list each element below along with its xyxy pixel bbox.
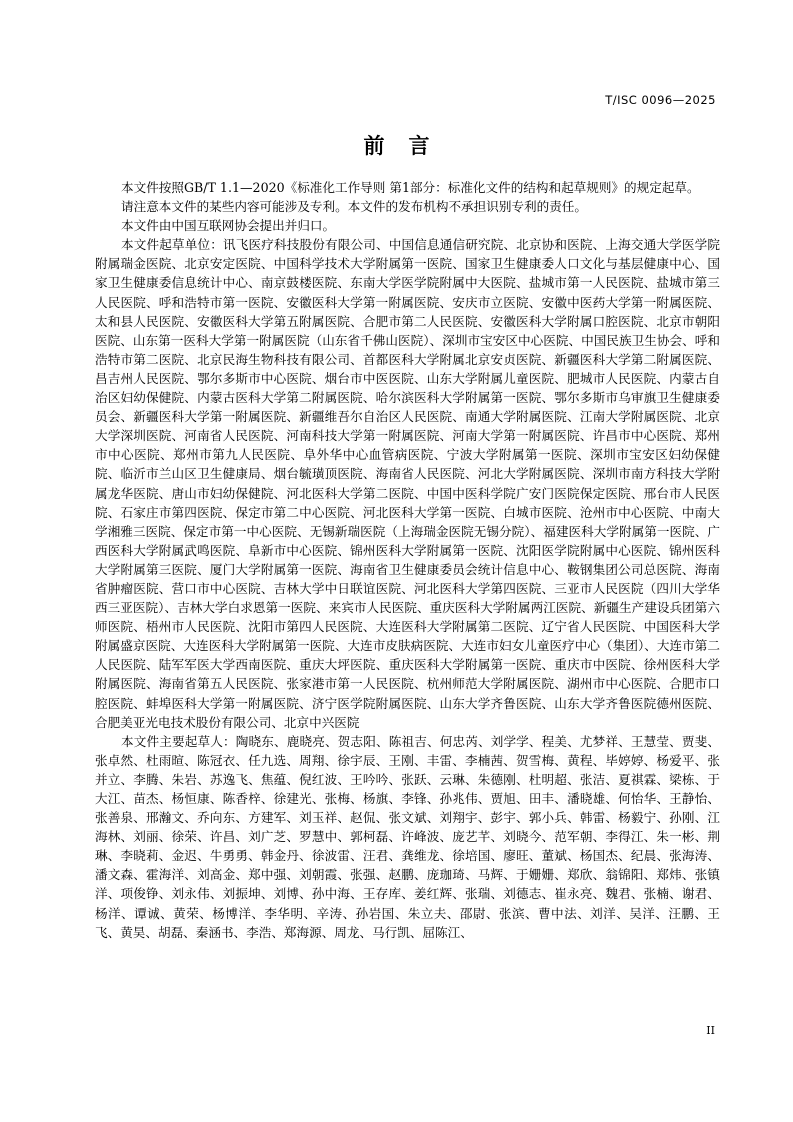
paragraph-drafting-units: 本文件起草单位：讯飞医疗科技股份有限公司、中国信息通信研究院、北京协和医院、上海交通大学医学院附属瑞金医院、北京安定医院、中国科学技术大学附属第一医院、国家卫生健康委人口文化与基层健康中心、国家卫生健康委信息统计中心、南京鼓楼医院、东南大学医学院附属中大医院、盐城市第一人民医院、盐城市第三人民医院、呼和浩特市第一医院、安徽医科大学第一附属医院、安庆市立医院、安徽中医药大学第一附属医院、太和县人民医院、安徽医科大学第五附属医院、合肥市第二人民医院、安徽医科大学附属口腔医院、北京市朝阳医院、山东第一医科大学第一附属医院（山东省千佛山医院）、深圳市宝安区中心医院、中国民族卫生协会、呼和浩特市第二医院、北京民海生物科技有限公司、首都医科大学附属北京安贞医院、新疆医科大学第二附属医院、昌吉州人民医院、鄂尔多斯市中心医院、烟台市中医医院、山东大学附属儿童医院、肥城市人民医院、内蒙古自治区妇幼保健院、内蒙古医科大学第二附属医院、哈尔滨医科大学附属第一医院、鄂尔多斯市乌审旗卫生健康委员会、新疆医科大学第一附属医院、新疆维吾尔自治区人民医院、南通大学附属医院、江南大学附属医院、北京大学深圳医院、河南省人民医院、河南科技大学第一附属医院、河南大学第一附属医院、许昌市中心医院、郑州市中心医院、郑州市第九人民医院、阜外华中心血管病医院、宁波大学附属第一医院、深圳市宝安区妇幼保健院、临沂市兰山区卫生健康局、烟台毓璜顶医院、海南省人民医院、河北大学附属医院、深圳市南方科技大学附属龙华医院、唐山市妇幼保健院、河北医科大学第二医院、中国中医科学院广安门医院保定医院、邢台市人民医院、石家庄市第四医院、保定市第二中心医院、河北医科大学第一医院、白城市医院、沧州市中心医院、中南大学湘雅三医院、保定市第一中心医院、无锡新瑞医院（上海瑞金医院无锡分院）、福建医科大学附属第一医院、广西医科大学附属武鸣医院、阜新市中心医院、锦州医科大学附属第一医院、沈阳医学院附属中心医院、锦州医科大学附属第三医院、厦门大学附属第一医院、海南省卫生健康委员会统计信息中心、鞍钢集团公司总医院、海南省肿瘤医院、营口市中心医院、吉林大学中日联谊医院、河北医科大学第四医院、三亚市人民医院（四川大学华西三亚医院）、吉林大学白求恩第一医院、来宾市人民医院、重庆医科大学附属两江医院、新疆生产建设兵团第六师医院、梧州市人民医院、沈阳市第四人民医院、大连医科大学附属第二医院、辽宁省人民医院、中国医科大学附属盛京医院、大连医科大学附属第一医院、大连市皮肤病医院、大连市妇女儿童医疗中心（集团）、大连市第二人民医院、陆军军医大学西南医院、重庆大坪医院、重庆医科大学附属第一医院、重庆市中医院、徐州医科大学附属医院、海南省第五人民医院、张家港市第一人民医院、杭州师范大学附属医院、湖州市中心医院、合肥市口腔医院、蚌埠医科大学第一附属医院、济宁医学院附属医院、山东大学齐鲁医院、山东大学齐鲁医院德州医院、合肥美亚光电技术股份有限公司、北京中兴医院 [95, 237, 720, 730]
paragraph-patent-notice: 请注意本文件的某些内容可能涉及专利。本文件的发布机构不承担识别专利的责任。 [121, 199, 587, 215]
paragraph-drafters: 本文件主要起草人：陶晓东、鹿晓亮、贺志阳、陈祖吉、何忠芮、刘学学、程美、尤梦祥、王慧莹、贾斐、张卓然、杜雨暄、陈冠衣、任九选、周翔、徐宇辰、王刚、丰雷、李楠茜、贺雪梅、黄程、毕婷婷、杨爱平、张并立、李腾、朱岩、苏逸飞、焦蕴、倪红波、王吟吟、张跃、云琳、朱德刚、杜明超、张洁、夏祺霖、梁栋、于大江、苗杰、杨恒康、陈香梓、徐建光、张梅、杨旗、李锋、孙兆伟、贾旭、田丰、潘晓雄、何怡华、王静怡、张善泉、邢瀚文、乔向东、方建军、刘玉祥、赵侃、张文斌、刘翔宇、彭宇、郭小兵、韩雷、杨毅宁、孙刚、江海林、刘丽、徐荣、许昌、刘广芝、罗慧中、郭柯磊、许峰波、庞艺芊、刘晓今、范军朝、李得江、朱一彬、荆琳、李晓莉、金迟、牛勇勇、韩金丹、徐波雷、汪君、龚维龙、徐培国、廖旺、董斌、杨国杰、纪晨、张海涛、潘文森、霍海洋、刘高金、郑中强、刘朝霞、张强、赵鹏、庞珈琦、马辉、于姗姗、郑欣、翁锦阳、郑炜、张镇洋、项俊铮、刘永伟、刘振坤、刘博、孙中海、王存库、姜红辉、张瑞、刘德志、崔永亮、魏君、张楠、谢君、杨洋、谭诚、黄荣、杨博洋、李华明、辛涛、孙岩国、朱立夫、邵尉、张滨、曹中法、刘洋、吴洋、汪鹏、王飞、黄昊、胡磊、秦涵书、李浩、郑海源、周龙、马行凯、屈陈江、 [95, 733, 720, 940]
page-number: II [706, 1024, 715, 1037]
standard-code: T/ISC 0096—2025 [605, 93, 716, 107]
paragraph-drafting-rules: 本文件按照GB/T 1.1—2020《标准化工作导则 第1部分：标准化文件的结构和起草规则》的规定起草。 [121, 180, 700, 195]
paragraph-proposer: 本文件由中国互联网协会提出并归口。 [121, 218, 336, 234]
page-title: 前言 [363, 134, 454, 158]
foreword-body [95, 178, 720, 942]
